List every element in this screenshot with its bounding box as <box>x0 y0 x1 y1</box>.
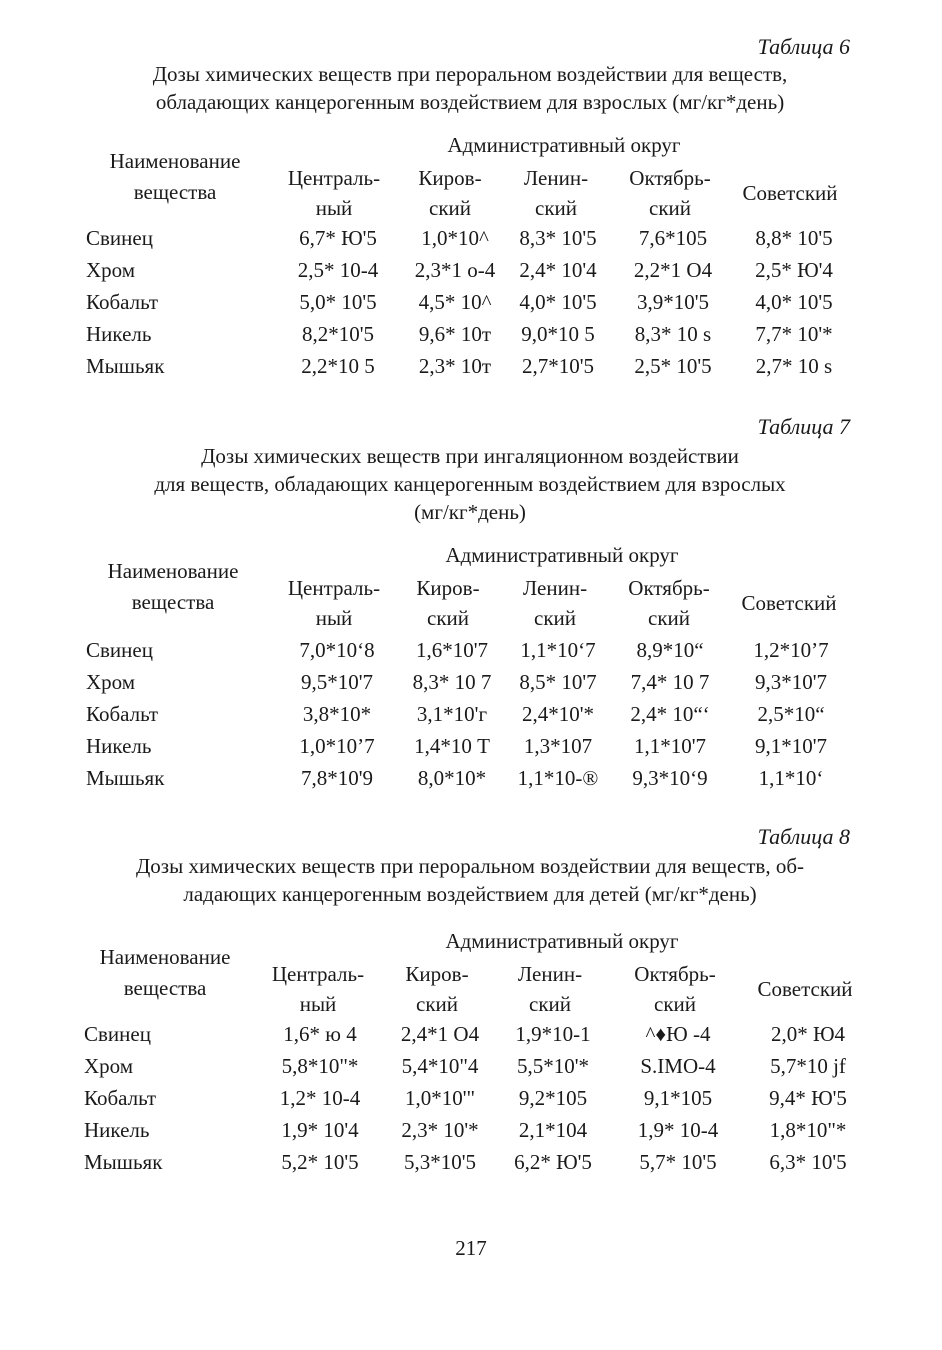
table-cell: 7,4* 10 7 <box>630 670 710 694</box>
row-label: Никель <box>86 322 152 346</box>
table-cell: 1,9* 10-4 <box>637 1118 719 1142</box>
row-label: Кобальт <box>84 1086 157 1110</box>
table-cell: 2,3* 10т <box>418 354 492 378</box>
table-cell: 2,2*10 5 <box>301 354 375 378</box>
table-cell: 4,5* 10^ <box>418 290 492 314</box>
table-cell: 2,5*10“ <box>757 702 825 726</box>
table-cell: 8,0*10* <box>417 766 487 790</box>
table-cell: 2,2*1 О4 <box>633 258 713 282</box>
table-cell: 9,4* Ю'5 <box>769 1086 847 1110</box>
row-label: Свинец <box>86 226 153 250</box>
row-label: Кобальт <box>86 290 159 314</box>
table-cell: 2,3* 10'* <box>401 1118 479 1142</box>
table-cell: 1,4*10 Т <box>414 734 490 758</box>
table-cell: 1,0*10’7 <box>299 734 375 758</box>
page-number: 217 <box>455 1236 487 1260</box>
table-cell: 2,7* 10 s <box>755 354 833 378</box>
table-cell: 1,6*10'7 <box>415 638 489 662</box>
table-cell: 9,1*105 <box>643 1086 713 1110</box>
table-cell: 9,5*10'7 <box>300 670 374 694</box>
table-caption: Дозы химических веществ при пероральном воздействии для веществ, обладающих канцерогенным воздействием для взрослых (мг/кг*день) <box>152 62 788 114</box>
row-label: Мышьяк <box>84 1150 163 1174</box>
table-cell: 1,1*10‘ <box>758 766 824 790</box>
table-cell: 9,3*10'7 <box>754 670 828 694</box>
column-header: Октябрь- ский <box>634 962 716 1016</box>
table-cell: 8,3* 10 7 <box>412 670 492 694</box>
table-cell: 6,3* 10'5 <box>769 1150 847 1174</box>
row-label: Хром <box>84 1054 134 1078</box>
table-cell: S.IMO-4 <box>640 1054 716 1078</box>
row-label: Никель <box>84 1118 150 1142</box>
table-cell: 3,9*10'5 <box>636 290 710 314</box>
table-cell: 9,1*10'7 <box>754 734 828 758</box>
table-cell: 1,9* 10'4 <box>281 1118 359 1142</box>
table-cell: 5,8*10"* <box>281 1054 359 1078</box>
name-column-header: Наименование вещества <box>107 559 239 614</box>
table-cell: 1,0*10^ <box>421 226 489 250</box>
column-header: Киров- ский <box>405 962 469 1016</box>
table-cell: 8,3* 10 s <box>634 322 712 346</box>
group-header: Административный округ <box>447 133 681 157</box>
table-cell: 1,9*10-1 <box>515 1022 591 1046</box>
table-cell: 2,0* Ю4 <box>770 1022 846 1046</box>
row-label: Свинец <box>86 638 153 662</box>
table-cell: ^♦Ю -4 <box>645 1022 711 1046</box>
table-cell: 7,6*105 <box>638 226 708 250</box>
group-header: Административный округ <box>445 543 679 567</box>
table-cell: 5,0* 10'5 <box>299 290 377 314</box>
table-cell: 2,7*10'5 <box>521 354 595 378</box>
table-cell: 2,4*10'* <box>521 702 595 726</box>
table-cell: 2,5* Ю'4 <box>755 258 833 282</box>
table-cell: 8,5* 10'7 <box>519 670 597 694</box>
column-header: Советский <box>741 591 837 615</box>
table-caption: Дозы химических веществ при пероральном воздействии для веществ, об- ладающих канцерогенным воздействием для детей (мг/кг*день) <box>135 854 805 906</box>
table-cell: 1,2*10’7 <box>753 638 829 662</box>
group-header: Административный округ <box>445 929 679 953</box>
table-cell: 1,1*10-® <box>517 766 599 790</box>
column-header: Советский <box>742 181 838 205</box>
table-caption: Дозы химических веществ при ингаляционном воздействии для веществ, обладающих канцерогенным воздействием для взрослых (мг/кг*день) <box>154 444 786 524</box>
column-header: Централь- ный <box>287 576 381 630</box>
name-column-header: Наименование вещества <box>99 945 231 1000</box>
table-cell: 5,7*10 jf <box>770 1054 846 1078</box>
row-label: Никель <box>86 734 152 758</box>
table-cell: 9,2*105 <box>518 1086 588 1110</box>
table-cell: 2,5* 10-4 <box>297 258 379 282</box>
table-cell: 6,2* Ю'5 <box>514 1150 592 1174</box>
table-cell: 2,4* 10'4 <box>519 258 597 282</box>
row-label: Мышьяк <box>86 766 165 790</box>
table-label: Таблица 6 <box>757 34 850 59</box>
column-header: Централь- ный <box>287 166 381 220</box>
table-cell: 1,8*10"* <box>769 1118 847 1142</box>
table-cell: 1,6* ю 4 <box>283 1022 357 1046</box>
column-header: Ленин- ский <box>522 576 588 630</box>
table-cell: 3,1*10'г <box>416 702 488 726</box>
table-cell: 5,5*10'* <box>516 1054 590 1078</box>
table-cell: 7,8*10'9 <box>300 766 374 790</box>
table-cell: 5,2* 10'5 <box>281 1150 359 1174</box>
table-cell: 7,7* 10'* <box>755 322 833 346</box>
table-cell: 1,1*10‘7 <box>520 638 596 662</box>
table-cell: 2,1*104 <box>518 1118 588 1142</box>
table-cell: 8,8* 10'5 <box>755 226 833 250</box>
table-cell: 7,0*10‘8 <box>299 638 375 662</box>
table-cell: 8,3* 10'5 <box>519 226 597 250</box>
table-cell: 5,7* 10'5 <box>639 1150 717 1174</box>
table-cell: 5,4*10"4 <box>401 1054 479 1078</box>
table-cell: 1,1*10'7 <box>633 734 707 758</box>
name-column-header: Наименование вещества <box>109 149 241 204</box>
table-cell: 5,3*10'5 <box>403 1150 477 1174</box>
table-cell: 8,9*10“ <box>636 638 704 662</box>
column-header: Советский <box>757 977 853 1001</box>
table-cell: 6,7* Ю'5 <box>299 226 377 250</box>
table-cell: 9,6* 10т <box>418 322 492 346</box>
row-label: Кобальт <box>86 702 159 726</box>
row-label: Хром <box>86 670 136 694</box>
table-cell: 2,3*1 о-4 <box>414 258 496 282</box>
table-cell: 1,3*107 <box>523 734 593 758</box>
column-header: Централь- ный <box>271 962 365 1016</box>
table-cell: 1,0*10'" <box>404 1086 476 1110</box>
column-header: Октябрь- ский <box>629 166 711 220</box>
row-label: Хром <box>86 258 136 282</box>
table-cell: 9,3*10‘9 <box>632 766 708 790</box>
table-cell: 3,8*10* <box>302 702 372 726</box>
table-cell: 2,5* 10'5 <box>634 354 712 378</box>
table-cell: 8,2*10'5 <box>301 322 375 346</box>
column-header: Киров- ский <box>418 166 482 220</box>
column-header: Киров- ский <box>416 576 480 630</box>
table-cell: 4,0* 10'5 <box>755 290 833 314</box>
table-cell: 9,0*10 5 <box>521 322 595 346</box>
table-label: Таблица 8 <box>757 824 850 849</box>
column-header: Ленин- ский <box>523 166 589 220</box>
row-label: Свинец <box>84 1022 151 1046</box>
table-cell: 4,0* 10'5 <box>519 290 597 314</box>
column-header: Октябрь- ский <box>628 576 710 630</box>
table-cell: 1,2* 10-4 <box>279 1086 361 1110</box>
table-label: Таблица 7 <box>757 414 850 439</box>
table-cell: 2,4*1 О4 <box>400 1022 480 1046</box>
row-label: Мышьяк <box>86 354 165 378</box>
column-header: Ленин- ский <box>517 962 583 1016</box>
table-cell: 2,4* 10“‘ <box>630 702 710 726</box>
